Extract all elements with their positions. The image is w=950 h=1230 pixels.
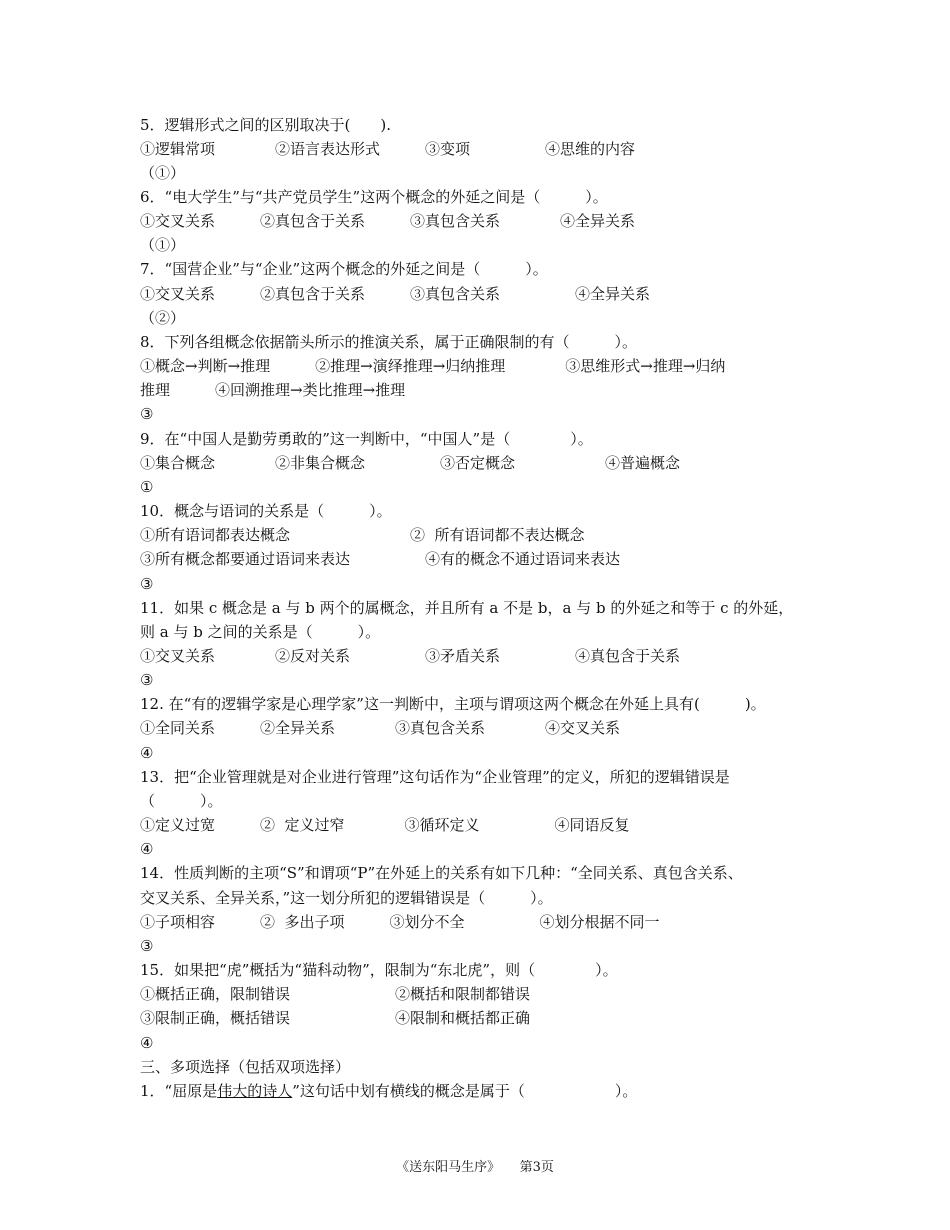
text-line: ③ <box>140 671 154 689</box>
text-segment: 1．“屈原是 <box>140 1082 218 1100</box>
text-line: （②） <box>140 309 186 327</box>
text-line: ③ <box>140 937 154 955</box>
text-line: 13．把“企业管理就是对企业进行管理”这句话作为“企业管理”的定义，所犯的逻辑错误是 <box>140 768 730 786</box>
text-line: 6．“电大学生”与“共产党员学生”这两个概念的外延之间是（ ）。 <box>140 188 608 206</box>
text-line: 交叉关系、全异关系，”这一划分所犯的逻辑错误是（ ）。 <box>140 889 553 907</box>
text-line: 则 a 与 b 之间的关系是（ ）。 <box>140 623 381 641</box>
text-line: 5．逻辑形式之间的区别取决于( ). <box>140 116 392 134</box>
text-line: ③ <box>140 575 154 593</box>
text-line: ①概念→判断→推理 ②推理→演绎推理→归纳推理 ③思维形式→推理→归纳 <box>140 357 726 375</box>
text-line: （①） <box>140 164 186 182</box>
text-line: ①逻辑常项 ②语言表达形式 ③变项 ④思维的内容 <box>140 140 636 158</box>
text-line: ③所有概念都要通过语词来表达 ④有的概念不通过语词来表达 <box>140 550 621 568</box>
text-segment: ”这句话中划有横线的概念是属于（ ）。 <box>292 1082 638 1100</box>
text-line: 12. 在“有的逻辑学家是心理学家”这一判断中，主项与谓项这两个概念在外延上具有( )。 <box>140 695 766 713</box>
text-line <box>140 1081 637 1101</box>
text-line: ①集合概念 ②非集合概念 ③否定概念 ④普遍概念 <box>140 454 681 472</box>
text-line: ③限制正确，概括错误 ④限制和概括都正确 <box>140 1009 531 1027</box>
text-line: ④ <box>140 744 154 762</box>
text-line: ①概括正确，限制错误 ②概括和限制都错误 <box>140 985 531 1003</box>
text-line: ①全同关系 ②全异关系 ③真包含关系 ④交叉关系 <box>140 719 621 737</box>
text-line: 8．下列各组概念依据箭头所示的推演关系，属于正确限制的有（ ）。 <box>140 333 638 351</box>
text-line: ④ <box>140 840 154 858</box>
text-line: ①定义过宽 ② 定义过窄 ③循环定义 ④同语反复 <box>140 816 630 834</box>
text-line: 15．如果把“虎”概括为“猫科动物”，限制为“东北虎”，则（ ）。 <box>140 961 618 979</box>
text-line: （ ）。 <box>140 792 223 810</box>
text-line: ①子项相容 ② 多出子项 ③划分不全 ④划分根据不同一 <box>140 913 660 931</box>
page-footer: 《送东阳马生序》 第3页 <box>396 1160 554 1175</box>
text-line: 推理 ④回溯推理→类比推理→推理 <box>140 381 406 399</box>
text-line: ① <box>140 478 154 496</box>
text-line: ①交叉关系 ②反对关系 ③矛盾关系 ④真包含于关系 <box>140 647 681 665</box>
section-heading: 三、多项选择（包括双项选择） <box>140 1058 351 1076</box>
underlined-term: 伟大的诗人 <box>217 1082 293 1100</box>
text-line: 14．性质判断的主项“S”和谓项“P”在外延上的关系有如下几种：“全同关系、真包含关系、 <box>140 864 743 882</box>
text-line: （①） <box>140 236 186 254</box>
text-line: ①交叉关系 ②真包含于关系 ③真包含关系 ④全异关系 <box>140 285 651 303</box>
text-line: ③ <box>140 405 154 423</box>
text-line: ①交叉关系 ②真包含于关系 ③真包含关系 ④全异关系 <box>140 212 636 230</box>
text-line: 7．“国营企业”与“企业”这两个概念的外延之间是（ ）。 <box>140 260 548 278</box>
text-line: 10．概念与语词的关系是（ ）。 <box>140 502 392 520</box>
text-line: 9．在“中国人是勤劳勇敢的”这一判断中，“中国人”是（ ）。 <box>140 430 593 448</box>
text-line: ④ <box>140 1034 154 1052</box>
text-line: 11．如果 c 概念是 a 与 b 两个的属概念，并且所有 a 不是 b，a 与 b 的外延之和等于 c 的外延， <box>140 599 794 617</box>
text-line: ①所有语词都表达概念 ② 所有语词都不表达概念 <box>140 526 585 544</box>
